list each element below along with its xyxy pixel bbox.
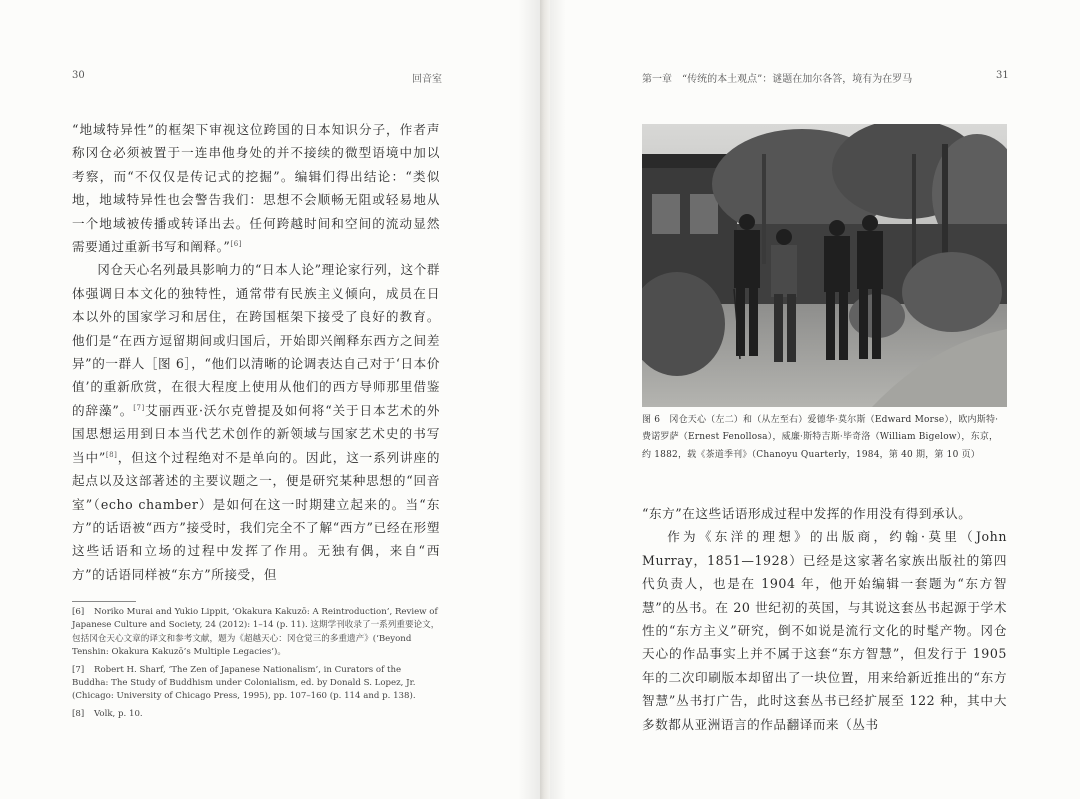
left-body-text bbox=[72, 118, 440, 586]
page-number-right: 31 bbox=[996, 70, 1009, 81]
footnote: [7] Robert H. Sharf, ‘The Zen of Japanese Nationalism’, in Curators of the Buddha: The Study of Buddhism under Colonialism, ed. by Donald S. Lopez, Jr. (Chicago: University of Chicago Press, 1995), pp. 107–160 (p. 114 and p. 138). bbox=[72, 664, 416, 702]
paragraph: “地域特异性”的框架下审视这位跨国的日本知识分子，作者声称冈仓必须被置于一连串他身处的并不接续的微型语境中加以考察，而“不仅仅是传记式的挖掘”。编辑们得出结论：“类似地，地域特异性也会警告我们：思想不会顺畅无阻或轻易地从一个地域被传播或转译出去。任何跨越时间和空间的流动显然需要通过重新书写和阐释。”[6] bbox=[72, 122, 440, 255]
historical-photograph bbox=[642, 124, 1007, 407]
footnote: [8] Volk, p. 10. bbox=[72, 708, 143, 719]
right-page bbox=[550, 0, 1080, 799]
running-head-left: 回音室 bbox=[412, 74, 442, 85]
footnote: [6] Noriko Murai and Yukio Lippit, ‘Okakura Kakuzō: A Reintroduction’, Review of Japanese Culture and Society, 24 (2012): 1–14 (p. 11). 这期学刊收录了一系列重要论文，包括冈仓天心文章的译文和参考文献，题为《超越天心：冈仓觉三的多重遗产》(‘Beyond Tenshin: Okakura Kakuzō’s Multiple Legacies’)。 bbox=[72, 607, 440, 658]
figure-caption: 图 6 冈仓天心（左二）和（从左至右）爱德华·莫尔斯（Edward Morse），欧内斯特·费诺罗萨（Ernest Fenollosa），威廉·斯特吉斯·毕奇洛（William Bigelow），东京，约 1882，载《茶道季刊》（Chanoyu Quarterly，1984，第 40 期，第 10 页） bbox=[642, 415, 999, 460]
page-number-left: 30 bbox=[72, 70, 85, 81]
right-body-text bbox=[642, 502, 1007, 736]
book-gutter bbox=[540, 0, 550, 799]
running-head-right: 第一章 “传统的本土观点”：谜题在加尔各答，境有为在罗马 bbox=[642, 74, 913, 85]
footnote-marker[interactable]: [8] bbox=[105, 450, 118, 459]
footnote-marker[interactable]: [7] bbox=[133, 403, 145, 412]
paragraph: “东方”在这些话语形成过程中发挥的作用没有得到承认。 bbox=[642, 506, 972, 521]
footnote-marker[interactable]: [6] bbox=[230, 239, 242, 248]
paragraph: 作为《东洋的理想》的出版商，约翰·莫里（John Murray，1851—1928）已经是这家著名家族出版社的第四代负责人，也是在 1904 年，他开始编辑一套题为“东方智慧”的丛书。在 20 世纪初的英国，与其说这套丛书起源于学术性的“东方主义”研究，倒不如说是流行文化的时髦产物。冈仓天心的作品事实上并不属于这套“东方智慧”，但发行于 1905 年的二次印刷版本却留出了一块位置，用来给新近推出的“东方智慧”丛书打广告，此时这套丛书已经扩展至 122 种，其中大多数都从亚洲语言的作品翻译而来（丛书 bbox=[642, 529, 1007, 732]
footnotes bbox=[72, 601, 440, 725]
footnote-rule bbox=[72, 601, 136, 602]
paragraph: 冈仓天心名列最具影响力的“日本人论”理论家行列，这个群体强调日本文化的独特性，通常带有民族主义倾向，成员在日本以外的国家学习和居住，在跨国框架下接受了良好的教育。他们是“在西方逗留期间或归国后，开始即兴阐释东西方之间差异”的一群人［图 6］，“他们以清晰的论调表达自己对于‘日本价值’的重新欣赏，在很大程度上使用从他们的西方导师那里借鉴的辞藻”。[7]艾丽西亚·沃尔克曾提及如何将“关于日本艺术的外国思想运用到日本当代艺术创作的新领域与国家艺术史的书写当中”[8]，但这个过程绝对不是单向的。因此，这一系列讲座的起点以及这部著述的主要议题之一，便是研究某种思想的“回音室”（echo chamber）是如何在这一时期建立起来的。当“东方”的话语被“西方”接受时，我们完全不了解“西方”已经在形塑这些话语和立场的过程中发挥了作用。无独有偶，来自“西方”的话语同样被“东方”所接受，但 bbox=[72, 262, 440, 582]
